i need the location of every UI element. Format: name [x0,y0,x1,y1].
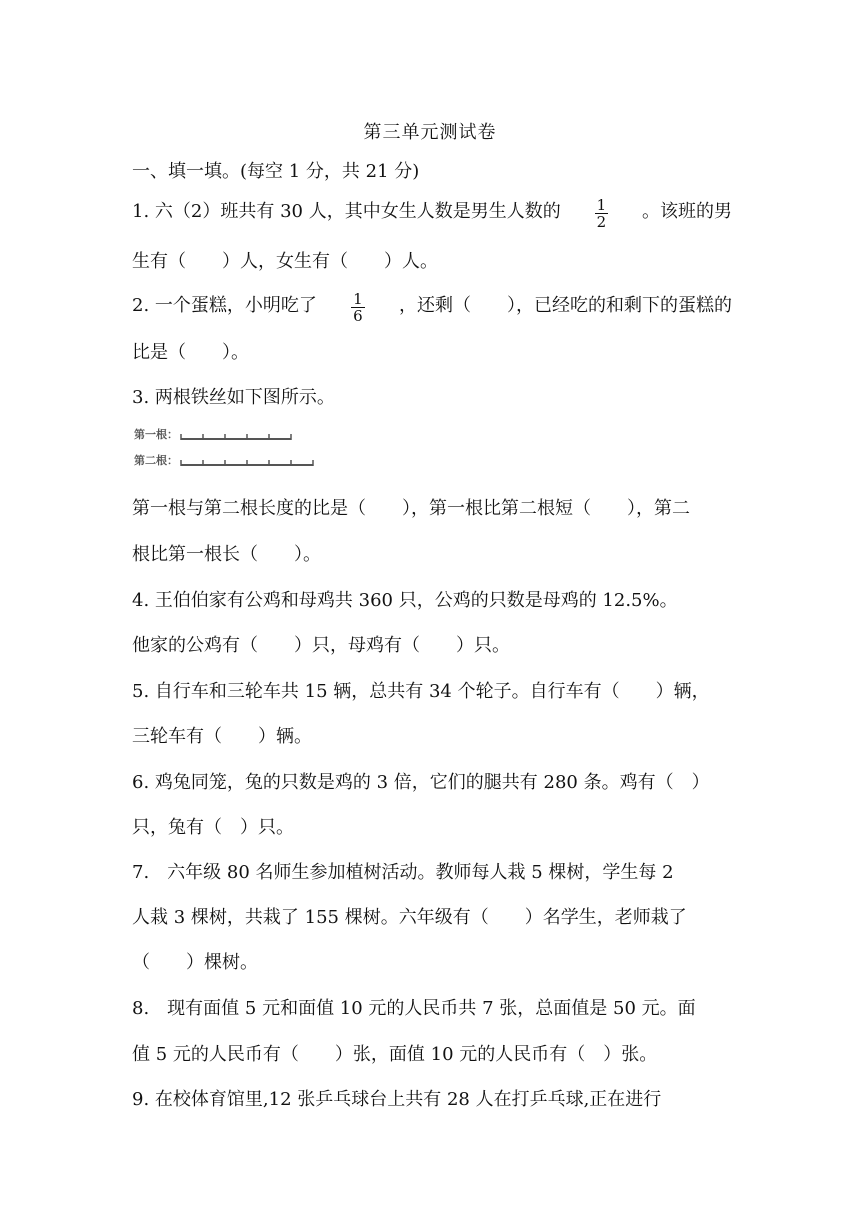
question-8-line-1: 8. 现有面值 5 元和面值 10 元的人民币共 7 张，总面值是 50 元。面 [132,998,696,1019]
question-3-line-2 [132,497,732,521]
question-7-line-3: （ ）棵树。 [132,952,258,973]
question-3-line-3: 根比第一根长（ ）。 [132,544,321,565]
question-4-line-2: 他家的公鸡有（ ）只，母鸡有（ ）只。 [132,635,510,656]
question-1-text-a: 1. 六（2）班共有 30 人，其中女生人数是男生人数的 [132,201,561,222]
fraction-numerator: 1 [596,196,607,214]
question-3-line-1: 3. 两根铁丝如下图所示。 [132,387,335,408]
question-5-line-1: 5. 自行车和三轮车共 15 辆，总共有 34 个轮子。自行车有（ ）辆， [132,681,710,702]
wire-2-label: 第二根： [134,454,178,467]
question-6-line-1: 6. 鸡兔同笼，兔的只数是鸡的 3 倍，它们的腿共有 280 条。鸡有（ ） [132,772,710,793]
question-2-line-2: 比是（ ）。 [132,342,249,363]
fraction-numerator: 1 [353,290,363,308]
question-1-line-1 [132,196,732,233]
question-2-text-a: 2. 一个蛋糕，小明吃了 [132,295,317,316]
question-1-text-b: 。该班的男 [642,201,732,222]
fraction-one-half [595,197,609,230]
question-6-line-2: 只，兔有（ ）只。 [132,817,294,838]
question-7-line-1: 7. 六年级 80 名师生参加植树活动。教师每人栽 5 棵树，学生每 2 [132,862,674,883]
question-7-line-2: 人栽 3 棵树，共栽了 155 棵树。六年级有（ ）名学生，老师栽了 [132,907,687,928]
question-8-line-2: 值 5 元的人民币有（ ）张，面值 10 元的人民币有（ ）张。 [132,1044,658,1065]
wire-1-segments [180,429,294,441]
fraction-denominator: 2 [596,213,607,231]
question-3-line-2-text: 第一根与第二根长度的比是（ ），第一根比第二根短（ ），第二 [132,498,690,519]
question-2-line-1 [132,290,732,327]
wire-2-segments [180,455,316,467]
question-9-line-1: 9. 在校体育馆里,12 张乒乓球台上共有 28 人在打乒乓球,正在进行 [132,1089,662,1110]
question-4-line-1: 4. 王伯伯家有公鸡和母鸡共 360 只，公鸡的只数是母鸡的 12.5%。 [132,590,678,611]
fraction-one-sixth [351,291,365,324]
question-5-line-2: 三轮车有（ ）辆。 [132,726,312,747]
page-title: 第三单元测试卷 [363,122,497,143]
wire-1-label: 第一根： [134,428,178,441]
wire-1-figure [134,427,294,441]
wire-2-figure [134,453,316,467]
section-heading: 一、填一填。(每空 1 分，共 21 分) [132,161,420,182]
question-2-text-b: ，还剩（ ），已经吃的和剩下的蛋糕的 [398,295,732,316]
question-1-line-2: 生有（ ）人，女生有（ ）人。 [132,251,438,272]
fraction-denominator: 6 [353,307,363,325]
